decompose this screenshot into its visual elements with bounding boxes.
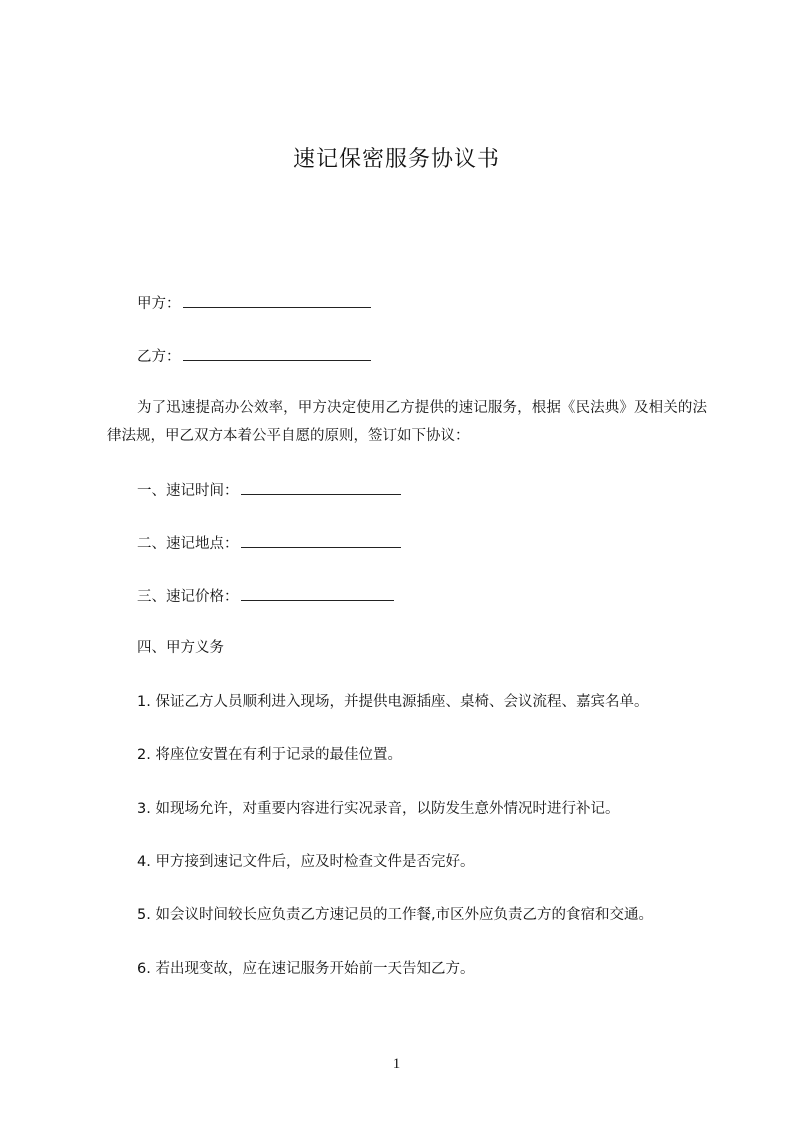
document-title: 速记保密服务协议书 bbox=[292, 147, 500, 172]
obligation-item-5: 5. 如会议时间较长应负责乙方速记员的工作餐,市区外应负责乙方的食宿和交通。 bbox=[137, 907, 654, 923]
obligation-item-2: 2. 将座位安置在有利于记录的最佳位置。 bbox=[137, 747, 402, 763]
section-2-label: 二、速记地点： bbox=[137, 536, 239, 552]
party-a-blank bbox=[183, 292, 371, 308]
section-2-blank bbox=[241, 532, 401, 548]
section-2-line bbox=[137, 532, 401, 554]
party-b-blank bbox=[183, 345, 371, 361]
section-4-heading: 四、甲方义务 bbox=[137, 640, 224, 656]
section-3-line bbox=[137, 585, 394, 607]
obligation-item-3: 3. 如现场允许，对重要内容进行实况录音，以防发生意外情况时进行补记。 bbox=[137, 801, 620, 817]
party-a-line bbox=[137, 292, 371, 314]
party-b-label: 乙方： bbox=[137, 349, 181, 365]
obligation-item-4: 4. 甲方接到速记文件后，应及时检查文件是否完好。 bbox=[137, 854, 475, 870]
intro-paragraph: 为了迅速提高办公效率，甲方决定使用乙方提供的速记服务，根据《民法典》及相关的法律法规，甲乙双方本着公平自愿的原则，签订如下协议： bbox=[107, 400, 707, 444]
section-3-blank bbox=[241, 585, 394, 601]
obligation-item-6: 6. 若出现变故，应在速记服务开始前一天告知乙方。 bbox=[137, 961, 475, 977]
section-1-label: 一、速记时间： bbox=[137, 483, 239, 499]
party-b-line bbox=[137, 345, 371, 367]
obligation-item-1: 1. 保证乙方人员顺利进入现场，并提供电源插座、桌椅、会议流程、嘉宾名单。 bbox=[137, 694, 649, 710]
section-1-blank bbox=[241, 479, 401, 495]
page-number: 1 bbox=[392, 1056, 401, 1072]
section-1-line bbox=[137, 479, 401, 501]
party-a-label: 甲方： bbox=[137, 296, 181, 312]
section-3-label: 三、速记价格： bbox=[137, 589, 239, 605]
